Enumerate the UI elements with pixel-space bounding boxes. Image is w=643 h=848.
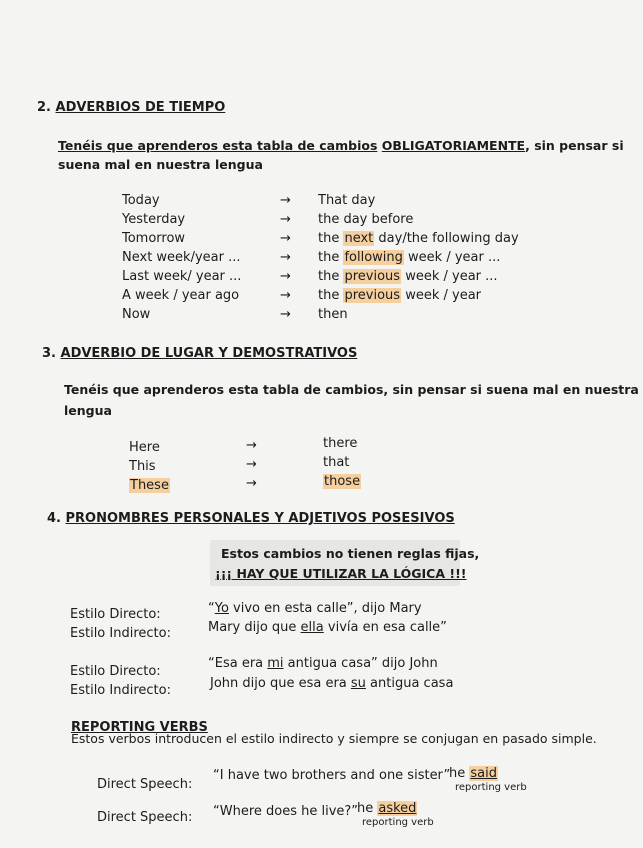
reporting-ex2-label: Direct Speech:: [97, 810, 193, 825]
obligatoriamente-keyword: OBLIGATORIAMENTE: [381, 138, 526, 153]
ex1-indirect-sentence: Mary dijo que ella vivía en esa calle”: [208, 620, 447, 635]
section-2-number: 2.: [37, 100, 51, 115]
section-2-heading: [37, 100, 225, 115]
reporting-ex1-label: Direct Speech:: [97, 777, 193, 792]
time-row-to: the following week / year ...: [318, 250, 501, 265]
ex2-label-indirect: Estilo Indirecto:: [70, 683, 171, 698]
arrow-icon: →: [246, 457, 257, 472]
highlighted-word: next: [344, 231, 374, 246]
reporting-intro: Estos verbos introducen el estilo indirecto y siempre se conjugan en pasado simple.: [71, 731, 597, 746]
place-row-to: that: [323, 455, 350, 470]
arrow-icon: →: [246, 476, 257, 491]
ex1-direct-pronoun: Yo: [214, 601, 229, 616]
arrow-icon: →: [280, 231, 291, 246]
time-row-to: then: [318, 307, 348, 322]
highlighted-word: previous: [344, 288, 401, 303]
time-row-to: That day: [318, 193, 376, 208]
reporting-ex1-caption: reporting verb: [455, 782, 527, 793]
place-row-to: those: [324, 474, 361, 489]
time-row-from: Yesterday: [122, 212, 186, 227]
section-3-title: ADVERBIO DE LUGAR Y DEMOSTRATIVOS: [60, 346, 358, 361]
reporting-ex2-verb: asked: [378, 801, 417, 816]
time-row-from: Last week/ year ...: [122, 269, 242, 284]
arrow-icon: →: [280, 250, 291, 265]
arrow-icon: →: [280, 288, 291, 303]
time-row-to: the next day/the following day: [318, 231, 519, 246]
ex2-label-direct: Estilo Directo:: [70, 664, 161, 679]
place-row-from: Here: [129, 440, 160, 455]
section-3-intro-line2: lengua: [64, 403, 112, 418]
ex1-indirect-pronoun: ella: [300, 620, 324, 635]
place-row-from: This: [129, 459, 156, 474]
time-row-to: the previous week / year ...: [318, 269, 498, 284]
note-line1: Estos cambios no tienen reglas fijas,: [221, 546, 480, 561]
time-row-from: Next week/year ...: [122, 250, 241, 265]
section-3-intro-line1: Tenéis que aprenderos esta tabla de cambios, sin pensar si suena mal en nuestra: [64, 382, 639, 397]
arrow-icon: →: [280, 212, 291, 227]
reporting-ex2-caption: reporting verb: [362, 817, 434, 828]
time-row-from: Today: [122, 193, 160, 208]
time-row-to: the previous week / year: [318, 288, 481, 303]
reporting-ex2-quote: “Where does he live?”: [213, 804, 359, 819]
note-line2: ¡¡¡ HAY QUE UTILIZAR LA LÓGICA !!!: [215, 566, 467, 581]
arrow-icon: →: [280, 307, 291, 322]
highlighted-word: following: [344, 250, 403, 265]
place-row-from: These: [130, 478, 169, 493]
time-row-from: Tomorrow: [122, 231, 186, 246]
ex2-indirect-possessive: su: [350, 676, 366, 691]
ex2-direct-sentence: “Esa era mi antigua casa” dijo John: [208, 656, 438, 671]
reporting-ex1-quote: “I have two brothers and one sister”: [213, 768, 451, 783]
reporting-ex2-verb-phrase: he asked: [357, 801, 417, 816]
reporting-ex1-verb-phrase: he said: [449, 766, 497, 781]
reporting-ex1-verb: said: [470, 766, 497, 781]
ex1-label-indirect: Estilo Indirecto:: [70, 626, 171, 641]
section-4-title: PRONOMBRES PERSONALES Y ADJETIVOS POSESIVOS: [65, 511, 455, 526]
arrow-icon: →: [280, 193, 291, 208]
section-2-title: ADVERBIOS DE TIEMPO: [55, 100, 226, 115]
section-2-intro-line2: suena mal en nuestra lengua: [58, 157, 263, 172]
time-row-from: A week / year ago: [122, 288, 240, 303]
time-row-from: Now: [122, 307, 151, 322]
highlighted-word: previous: [344, 269, 401, 284]
place-row-to: there: [323, 436, 358, 451]
ex2-direct-possessive: mi: [267, 656, 284, 671]
section-4-heading: [47, 511, 455, 526]
arrow-icon: →: [280, 269, 291, 284]
section-3-number: 3.: [42, 346, 56, 361]
reporting-verbs-title: REPORTING VERBS: [71, 720, 208, 735]
ex2-indirect-sentence: John dijo que esa era su antigua casa: [210, 676, 454, 691]
section-4-number: 4.: [47, 511, 61, 526]
section-2-intro-line1: Tenéis que aprenderos esta tabla de cambios OBLIGATORIAMENTE, sin pensar si: [58, 138, 624, 153]
ex1-label-direct: Estilo Directo:: [70, 607, 161, 622]
section-3-heading: [42, 346, 357, 361]
arrow-icon: →: [246, 438, 257, 453]
ex1-direct-sentence: “Yo vivo en esta calle”, dijo Mary: [208, 601, 422, 616]
time-row-to: the day before: [318, 212, 414, 227]
